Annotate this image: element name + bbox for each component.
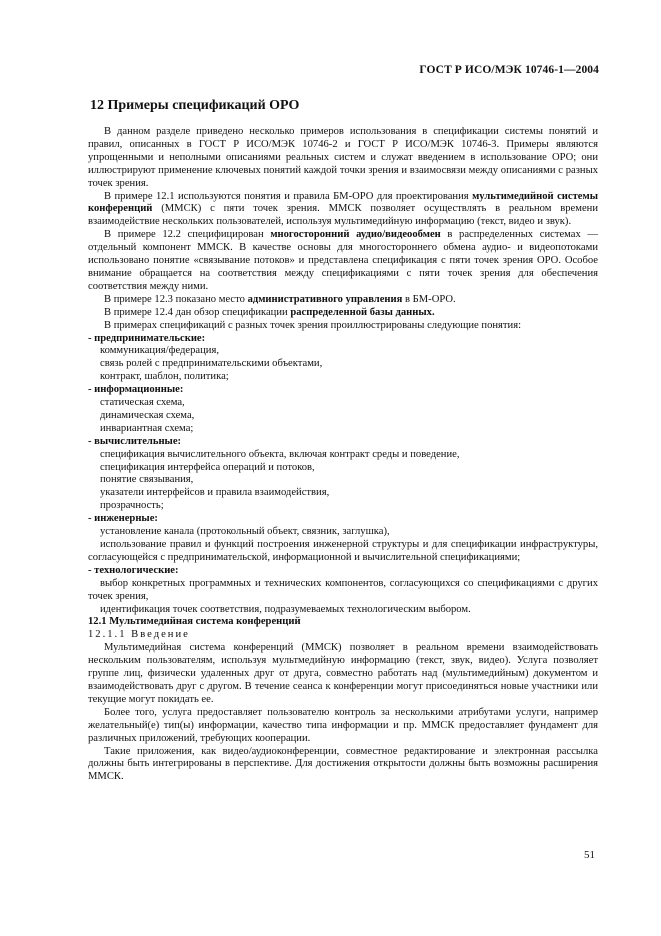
technology-label: - технологические: bbox=[88, 564, 179, 576]
mmsk-intro-paragraph: Мультимедийная система конференций (ММСК) позволяет в реальном времени взаимодействовать нескольким пользователям, используя мультмедийную информацию (текст, звук, видео). Услуга позволяет группе лиц, физически удаленных друг от друга, совместно работать над (мультимедийным) документом и взаимодействовать друг с другом. В течение сеанса к конференции могут присоединяться новые участники или текущие могут покидать ее. bbox=[88, 642, 598, 705]
text-run: в БМ-ОРО. bbox=[402, 293, 456, 305]
list-item: связь ролей с предпринимательскими объектами, bbox=[100, 358, 323, 370]
example-12-2-paragraph bbox=[88, 229, 598, 294]
list-item: контракт, шаблон, политика; bbox=[100, 371, 229, 383]
bold-term: распределенной базы данных. bbox=[290, 306, 435, 318]
page-number: 51 bbox=[584, 849, 595, 861]
bold-term: мультимедийной системы конференций bbox=[88, 190, 598, 215]
mmsk-control-paragraph: Более того, услуга предоставляет пользователю контроль за несколькими атрибутами услуги, например желательный(е) тип(ы) информации, качество типа информации и пр. ММСК предоставляет фундамент для различных приложений, требующих кооперации. bbox=[88, 706, 598, 744]
body-text bbox=[88, 126, 598, 784]
text-run: В примере 12.1 используются понятия и правила БМ-ОРО для проектирования bbox=[104, 190, 473, 202]
text-run: В примере 12.2 специфицирован bbox=[104, 229, 271, 241]
engineering-label: - инженерные: bbox=[88, 513, 158, 525]
example-12-4-paragraph bbox=[88, 307, 598, 320]
concepts-intro-paragraph: В примерах спецификаций с разных точек зрения проиллюстрированы следующие понятия: bbox=[104, 319, 522, 331]
list-item: выбор конкретных программных и технических компонентов, согласующихся со спецификациями с других точек зрения, bbox=[88, 577, 598, 602]
list-item: спецификация интерфейса операций и потоков, bbox=[100, 461, 315, 473]
text-run: В примере 12.3 показано место bbox=[104, 293, 248, 305]
concepts-list bbox=[88, 333, 598, 617]
information-label: - информационные: bbox=[88, 384, 184, 396]
bold-term: многосторонний аудио/видеообмен bbox=[270, 229, 441, 241]
text-run: (ММСК) с пяти точек зрения. ММСК позволяет осуществлять в реальном времени взаимодействие нескольких пользователей, используя мультимедийную информацию (текст, видео и звук). bbox=[88, 203, 598, 228]
list-item: использование правил и функций построения инженерной структуры и для спецификации инфраструктуры, согласующейся с предпринимательской, информационной и вычислительной спецификациями; bbox=[88, 539, 598, 563]
subsection-12-1-heading: 12.1 Мультимедийная система конференций bbox=[88, 616, 301, 628]
bold-term: административного управления bbox=[247, 293, 403, 305]
computational-label: - вычислительные: bbox=[88, 435, 182, 447]
list-item: понятие связывания, bbox=[100, 474, 194, 486]
list-item: указатели интерфейсов и правила взаимодействия, bbox=[100, 487, 330, 499]
text-run: В примере 12.4 дан обзор спецификации bbox=[104, 306, 291, 318]
mmsk-applications-paragraph: Такие приложения, как видео/аудиоконференции, совместное редактирование и электронная рассылка должны быть интегрированы в перспективе. Для достижения открытости должны быть возможны расширения ММСК. bbox=[88, 745, 598, 783]
intro-paragraph: В данном разделе приведено несколько примеров использования в спецификации системы понятий и правил, описанных в ГОСТ Р ИСО/МЭК 10746-2 и ГОСТ Р ИСО/МЭК 10746-3. Примеры являются упрощенными и неполными описаниями реальных систем и служат введением в использование ОРО; они иллюстрируют применение ключевых понятий каждой точки зрения и взаимосвязи между описаниями с разных точек зрения. bbox=[88, 126, 598, 189]
list-item: динамическая схема, bbox=[100, 409, 195, 421]
enterprise-label: - предпринимательские: bbox=[88, 332, 206, 344]
section-title: 12 Примеры спецификаций ОРО bbox=[90, 98, 300, 113]
list-item: статическая схема, bbox=[100, 397, 185, 409]
list-item: спецификация вычислительного объекта, включая контракт среды и поведение, bbox=[100, 448, 460, 460]
list-item: инвариантная схема; bbox=[100, 422, 194, 434]
subsection-12-1-1-heading: 12.1.1 Введение bbox=[88, 629, 190, 641]
example-12-3-paragraph bbox=[88, 294, 598, 307]
list-item: коммуникация/федерация, bbox=[100, 345, 219, 357]
list-item: установление канала (протокольный объект, связник, заглушка), bbox=[100, 526, 390, 538]
text-run: в распределенных системах — отдельный компонент ММСК. В качестве основы для многостороннего обмена аудио- и видеопотоками использовано понятие «связывание потоков» и представлена спецификация с пяти точек зрения ОРО. Особое внимание обращается на соответствия между спецификациями с пяти точек зрения для обеспечения соответствия между ними. bbox=[88, 229, 599, 292]
document-header: ГОСТ Р ИСО/МЭК 10746-1—2004 bbox=[419, 64, 599, 76]
list-item: идентификация точек соответствия, подразумеваемых технологическим выбором. bbox=[100, 603, 471, 615]
list-item: прозрачность; bbox=[100, 500, 164, 512]
example-12-1-paragraph bbox=[88, 191, 598, 230]
